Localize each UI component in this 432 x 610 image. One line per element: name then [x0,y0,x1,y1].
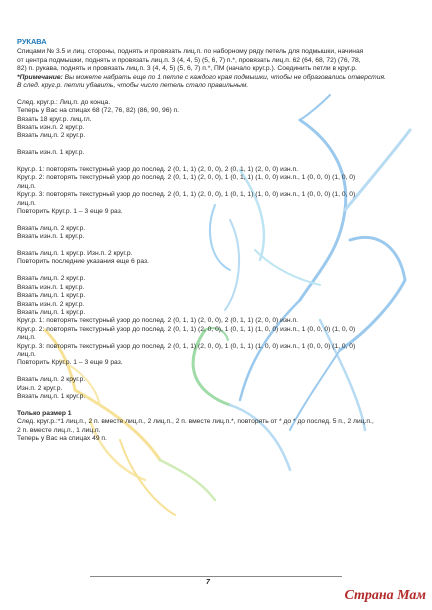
note-text: Вы можете набрать еще по 1 петле с каждого края подмышки, чтобы не образовались отверстия. [62,73,386,81]
instruction-line: Круг.р. 3: повторять текстурный узор до послед. 2 (0, 1, 1) (2, 0, 0), 1 (0, 1, 1) (1, 0, 0) изн.п., 1 (0, 0, 0) (1, 0, 0) [17,342,356,350]
instruction-line: Вязать изн.п. 2 круг.р. [17,300,85,308]
instruction-line: Круг.р. 1: повторять текстурный узор до послед. 2 (0, 1, 1) (2, 0, 0), 2 (0, 1, 1) (2, 0, 0) изн.п. [17,166,298,174]
instruction-line: лиц.п. [17,334,36,342]
instruction-line: Вязать лиц.п. 1 круг.р. [17,392,86,400]
instruction-line: Вязать лиц.п. 2 круг.р. [17,224,86,232]
instruction-line: Вязать изн.п. 1 круг.р. [17,283,85,291]
instruction-line: Вязать 18 круг.р. лиц.гл. [17,115,92,123]
intro-line: Спицами № 3.5 и лиц. стороны, поднять и провязать лиц.п. по наборному ряду петель для подмышки, начиная [17,48,364,56]
site-logo: Страна Мам [344,588,426,603]
instruction-line: След. круг.р.: Лиц.п. до конца. [17,98,111,106]
instruction-line: лиц.п. [17,350,36,358]
instruction-line: Вязать изн.п. 1 круг.р. [17,149,85,157]
page-number: 7 [206,579,210,586]
instruction-line: Вязать лиц.п. 2 круг.р. [17,132,86,140]
intro-line: 82) п. рукава, поднять и провязать лиц.п. 3 (4, 4, 5) (5, 6, 7) п.*, ПМ (начало круг.р.). Соединить петли в круг.р. [17,65,357,73]
section-title: РУКАВА [17,38,47,46]
instruction-line: Вязать лиц.п. 1 круг.р. [17,292,86,300]
instruction-line: Вязать изн.п. 2 круг.р. [17,124,85,132]
instruction-line: Круг.р. 2: повторять текстурный узор до послед. 2 (0, 1, 1) (2, 0, 0), 1 (0, 1, 1) (1, 0, 0) изн.п., 1 (0, 0, 0) (1, 0, 0) [17,325,356,333]
instruction-line: Вязать лиц.п. 2 круг.р. [17,275,86,283]
instruction-line: Повторить Круг.р. 1 – 3 еще 9 раз. [17,208,123,216]
instruction-line: Круг.р. 1: повторять текстурный узор до послед. 2 (0, 1, 1) (2, 0, 0), 2 (0, 1, 1) (2, 0, 0) изн.п. [17,317,298,325]
instruction-line: Теперь у Вас на спицах 49 п. [17,434,107,442]
footer-divider [90,576,342,577]
instruction-line: След. круг.р.:*1 лиц.п., 2 п. вместе лиц.п., 2 лиц.п., 2 п. вместе лиц.п.*, повторять от * до * до послед. 5 п., 2 лиц.п., [17,418,374,426]
note [17,74,417,82]
note-line: В след. круг.р. петли убавить, чтобы число петель стало правильным. [17,82,249,90]
note-label: *Примечание: [17,73,63,81]
instruction-line: Круг.р. 3: повторять текстурный узор до послед. 2 (0, 1, 1) (2, 0, 0), 1 (0, 1, 1) (1, 0, 0) изн.п., 1 (0, 0, 0) (1, 0, 0) [17,191,356,199]
instruction-line: Теперь у Вас на спицах 68 (72, 76, 82) (86, 90, 96) п. [17,107,180,115]
instruction-line: 2 п. вместе лиц.п., 1 лиц.п. [17,426,101,434]
instruction-line: Вязать лиц.п. 1 круг.р. [17,308,86,316]
instruction-line: Повторить Круг.р. 1 – 3 еще 9 раз. [17,359,123,367]
instruction-line: Повторить последние указания еще 6 раз. [17,258,149,266]
instruction-line: Круг.р. 2: повторять текстурный узор до послед. 2 (0, 1, 1) (2, 0, 0), 1 (0, 1, 1) (1, 0, 0) изн.п., 1 (0, 0, 0) (1, 0, 0) [17,174,356,182]
instruction-line: Изн.п. 2 круг.р. [17,384,63,392]
instruction-line: Вязать лиц.п. 1 круг.р. Изн.п. 2 круг.р. [17,250,133,258]
size-heading: Только размер 1 [17,409,72,417]
instruction-line: лиц.п. [17,199,36,207]
instruction-line: Вязать лиц.п. 2 круг.р. [17,376,86,384]
instruction-line: Вязать изн.п. 1 круг.р. [17,233,85,241]
instruction-line: лиц.п. [17,182,36,190]
intro-line: от центра подмышки, поднять и провязать лиц.п. 3 (4, 4, 5) (5, 6, 7) п.*, провязать лиц.п. 62 (64, 68, 72) (76, 78, [17,56,361,64]
document-content [17,38,417,443]
